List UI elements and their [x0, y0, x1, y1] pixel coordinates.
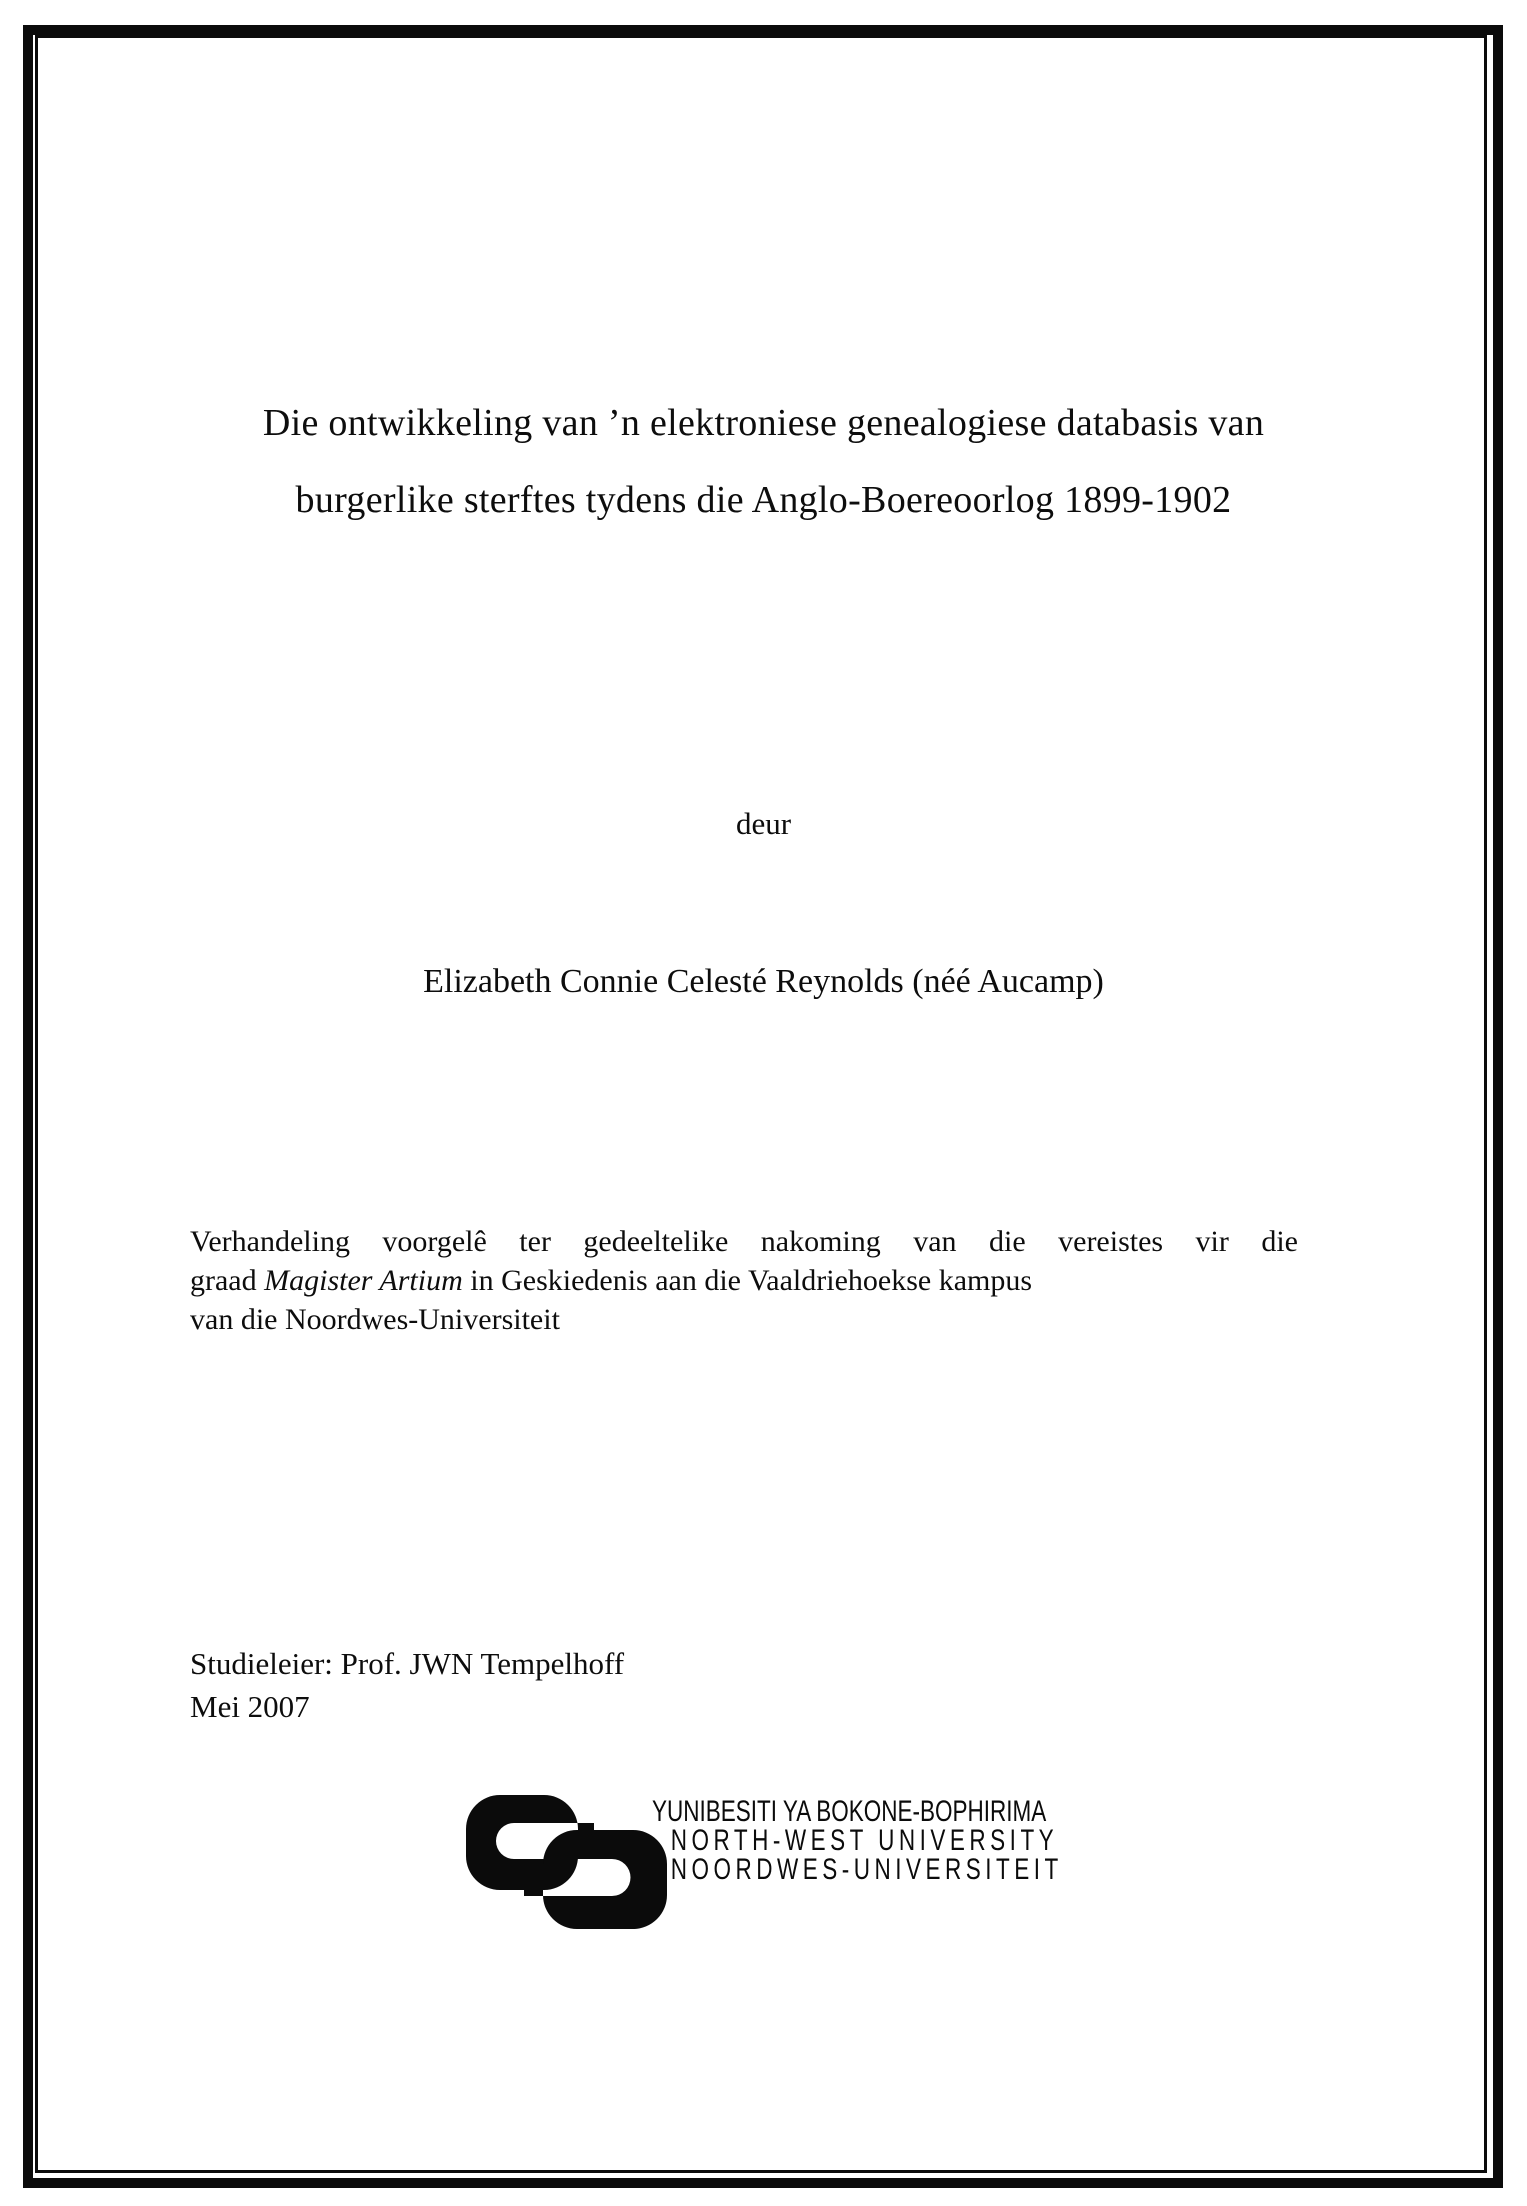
declaration-line2-post: in Geskiedenis aan die Vaaldriehoekse kampus [462, 1264, 1033, 1297]
date-line: Mei 2007 [190, 1689, 310, 1724]
degree-name-italic: Magister Artium [264, 1264, 463, 1297]
thesis-title [110, 385, 1417, 539]
declaration-line1: Verhandeling voorgelê ter gedeeltelike nakoming van die vereistes vir die [190, 1225, 1298, 1258]
thesis-title-line2: burgerlike sterftes tydens die Anglo-Boereoorlog 1899-1902 [295, 479, 1232, 521]
logo-text-afrikaans: NOORDWES-UNIVERSITEIT [670, 1853, 1063, 1886]
supervisor-block [190, 1642, 624, 1728]
supervisor-line: Studieleier: Prof. JWN Tempelhoff [190, 1646, 625, 1681]
byline-label: deur [735, 806, 792, 841]
declaration-line3: van die Noordwes-Universiteit [190, 1303, 560, 1336]
degree-declaration [190, 1222, 1298, 1339]
university-logo-text [652, 1797, 1200, 1884]
declaration-line2-pre: graad [190, 1264, 265, 1297]
declaration-line2 [190, 1261, 1298, 1300]
logo-text-setswana: YUNIBESITI YA BOKONE-BOPHIRIMA [652, 1795, 1047, 1828]
logo-text-english: NORTH-WEST UNIVERSITY [670, 1824, 1059, 1857]
author-name: Elizabeth Connie Celesté Reynolds (néé Aucamp) [423, 963, 1104, 1000]
nwu-chain-logo-icon [466, 1795, 667, 1929]
thesis-title-line1: Die ontwikkeling van ’n elektroniese genealogiese databasis van [262, 402, 1265, 444]
